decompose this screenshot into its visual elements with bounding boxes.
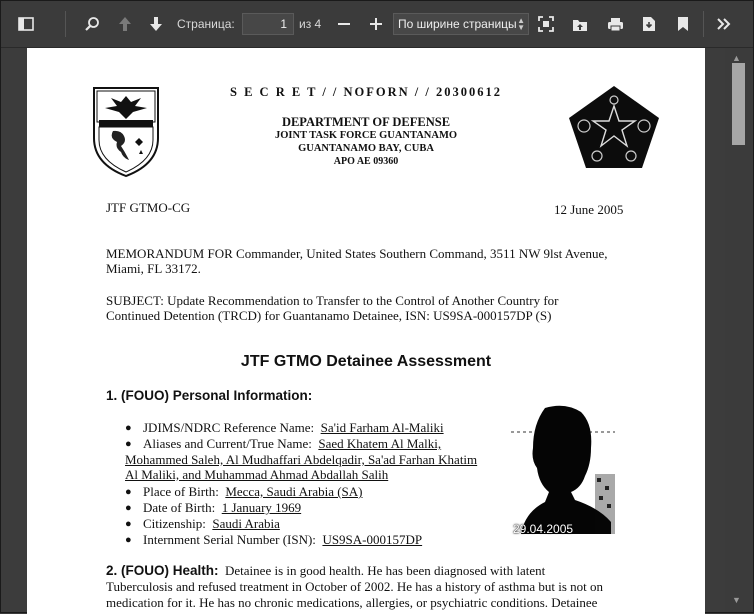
department-title: DEPARTMENT OF DEFENSE xyxy=(281,115,451,129)
bullet-icon: ● xyxy=(125,438,132,450)
isn-label: Internment Serial Number (ISN): xyxy=(143,532,316,547)
date-of-birth-item xyxy=(143,500,301,515)
scroll-up-arrow-icon[interactable]: ▲ xyxy=(732,53,741,63)
office-symbol: JTF GTMO-CG xyxy=(106,200,191,215)
aliases-value-2: Mohammed Saleh, Al Mudhaffari Abdelqadir, Sa'ad Farhan Khatim xyxy=(125,452,478,467)
pdf-page xyxy=(27,48,705,614)
sidebar-toggle-icon[interactable] xyxy=(15,13,37,35)
dob-label: Date of Birth: xyxy=(143,500,216,515)
toolbar-separator xyxy=(65,11,66,37)
zoom-select[interactable] xyxy=(393,13,529,35)
plus-icon[interactable] xyxy=(367,13,385,35)
document-viewer[interactable] xyxy=(1,48,753,612)
zoom-select-value: По ширине страницы xyxy=(398,17,517,31)
chevron-updown-icon: ▲ ▼ xyxy=(517,16,525,32)
ref-name-value: Sa'id Farham Al-Maliki xyxy=(320,420,444,435)
bullet-icon: ● xyxy=(125,422,132,434)
toolbar-separator xyxy=(703,11,704,37)
health-line-1: Detainee is in good health. He has been diagnosed with latent xyxy=(225,563,546,578)
section2-paragraph-line-1 xyxy=(106,563,545,578)
classification-marking: S E C R E T / / NOFORN / / 20300612 xyxy=(230,85,502,99)
toolbar xyxy=(1,1,753,48)
bullet-icon: ● xyxy=(125,486,132,498)
scrollbar-thumb[interactable] xyxy=(732,63,745,145)
photo-date-stamp: 29.04.2005 xyxy=(513,522,574,536)
isn-item xyxy=(143,532,422,547)
apo-line: APO AE 09360 xyxy=(333,156,399,167)
subject-line-2: Continued Detention (TRCD) for Guantanamo Detainee, ISN: US9SA-000157DP (S) xyxy=(106,308,552,323)
memo-date: 12 June 2005 xyxy=(554,202,624,217)
detainee-photo xyxy=(511,404,615,534)
page-label: Страница: xyxy=(177,17,235,31)
aliases-value-3: Al Maliki, and Muhammad Ahmad Abdallah Salih xyxy=(125,467,389,482)
section1-heading: 1. (FOUO) Personal Information: xyxy=(106,388,313,403)
page-number-input[interactable]: 1 xyxy=(242,13,294,35)
citizenship-item xyxy=(143,516,280,531)
arrow-down-icon[interactable] xyxy=(145,13,167,35)
download-icon[interactable] xyxy=(638,13,660,35)
health-line-3: medication for it. He has no chronic medications, allergies, or psychiatric conditions. Detainee xyxy=(106,595,598,610)
place-of-birth-item xyxy=(143,484,363,499)
minus-icon[interactable] xyxy=(335,13,353,35)
location-line: GUANTANAMO BAY, CUBA xyxy=(298,143,434,154)
presentation-mode-icon[interactable] xyxy=(535,13,557,35)
task-force-title: JOINT TASK FORCE GUANTANAMO xyxy=(274,130,458,141)
aliases-label: Aliases and Current/True Name: xyxy=(143,436,312,451)
print-icon[interactable] xyxy=(604,13,626,35)
dob-value: 1 January 1969 xyxy=(221,500,302,515)
health-line-2: Tuberculosis and refused treatment in October of 2002. He has a history of asthma but is not on xyxy=(106,579,604,594)
ref-name-label: JDIMS/NDRC Reference Name: xyxy=(143,420,315,435)
ref-name-item xyxy=(143,420,444,435)
aliases-value-1: Saed Khatem Al Malki, xyxy=(318,436,442,451)
memo-for-line-2: Miami, FL 33172. xyxy=(106,261,201,276)
arrow-up-icon[interactable] xyxy=(114,13,136,35)
subject-line-1: SUBJECT: Update Recommendation to Transfer to the Control of Another Country for xyxy=(106,293,559,308)
isn-value: US9SA-000157DP xyxy=(322,532,423,547)
memo-for-line-1: MEMORANDUM FOR Commander, United States Southern Command, 3511 NW 9lst Avenue, xyxy=(106,246,608,261)
aliases-item xyxy=(143,436,441,451)
page-total: из 4 xyxy=(299,17,322,31)
search-icon[interactable] xyxy=(81,13,103,35)
bookmark-icon[interactable] xyxy=(672,13,694,35)
scroll-down-arrow-icon[interactable]: ▼ xyxy=(732,595,741,605)
double-chevron-right-icon[interactable] xyxy=(713,13,735,35)
citizenship-label: Citizenship: xyxy=(143,516,206,531)
citizenship-value: Saudi Arabia xyxy=(212,516,280,531)
bullet-icon: ● xyxy=(125,518,132,530)
bullet-icon: ● xyxy=(125,534,132,546)
open-file-icon[interactable] xyxy=(569,13,591,35)
bullet-icon: ● xyxy=(125,502,132,514)
pob-value: Mecca, Saudi Arabia (SA) xyxy=(225,484,363,499)
section2-heading: 2. (FOUO) Health: xyxy=(106,563,219,578)
assessment-title: JTF GTMO Detainee Assessment xyxy=(240,353,492,370)
pob-label: Place of Birth: xyxy=(143,484,219,499)
